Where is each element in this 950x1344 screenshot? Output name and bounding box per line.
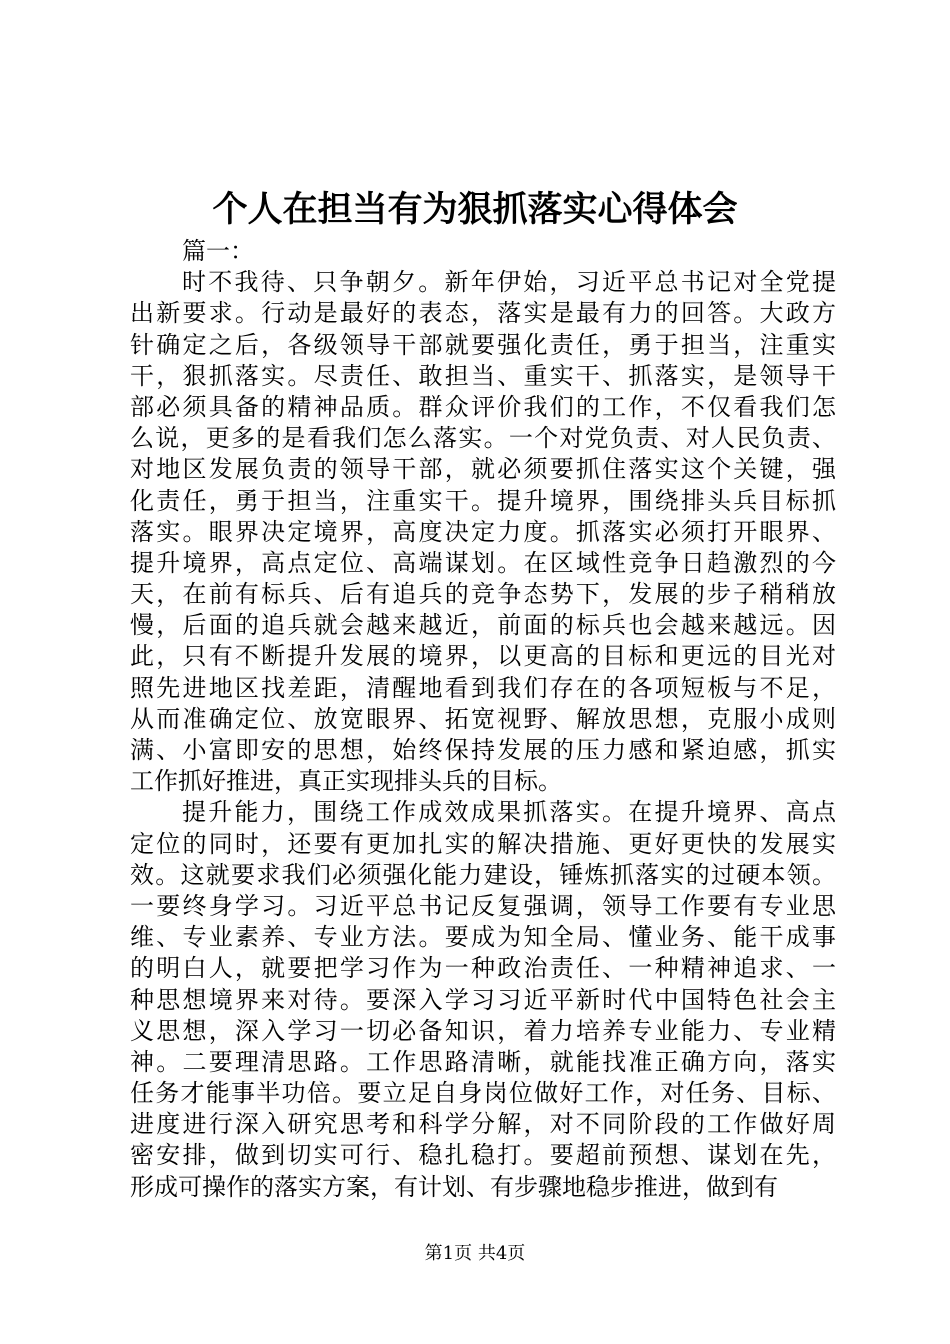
paragraph-line: 照先进地区找差距，清醒地看到我们存在的各项短板与不足， (130, 673, 836, 702)
paragraph-line: 义思想，深入学习一切必备知识，着力培养专业能力、专业精 (130, 1016, 836, 1045)
paragraph-line: 化责任，勇于担当，注重实干。提升境界，围绕排头兵目标抓 (130, 486, 836, 515)
paragraph-line: 定位的同时，还要有更加扎实的解决措施、更好更快的发展实 (130, 829, 836, 858)
paragraph-line: 天，在前有标兵、后有追兵的竞争态势下，发展的步子稍稍放 (130, 580, 836, 609)
paragraph-line: 此，只有不断提升发展的境界，以更高的目标和更远的目光对 (130, 642, 836, 671)
paragraph-line: 形成可操作的落实方案，有计划、有步骤地稳步推进，做到有 (130, 1172, 778, 1201)
paragraph-line: 效。这就要求我们必须强化能力建设，锤炼抓落实的过硬本领。 (130, 860, 836, 889)
paragraph-line: 种思想境界来对待。要深入学习习近平新时代中国特色社会主 (130, 985, 836, 1014)
paragraph-line: 慢，后面的追兵就会越来越近，前面的标兵也会越来越远。因 (130, 611, 836, 640)
paragraph-line: 满、小富即安的思想，始终保持发展的压力感和紧迫感，抓实 (130, 736, 836, 764)
paragraph-line: 工作抓好推进，真正实现排头兵的目标。 (130, 767, 562, 796)
paragraph-line: 密安排，做到切实可行、稳扎稳打。要超前预想、谋划在先， (130, 1141, 836, 1170)
paragraph-line: 从而准确定位、放宽眼界、拓宽视野、解放思想，克服小成则 (130, 704, 836, 733)
paragraph-line: 神。二要理清思路。工作思路清晰，就能找准正确方向，落实 (130, 1047, 836, 1076)
paragraph-line: 么说，更多的是看我们怎么落实。一个对党负责、对人民负责、 (130, 424, 836, 453)
paragraph-line: 一要终身学习。习近平总书记反复强调，领导工作要有专业思 (130, 891, 836, 920)
paragraph-line: 任务才能事半功倍。要立足自身岗位做好工作，对任务、目标、 (130, 1079, 836, 1108)
paragraph-line: 进度进行深入研究思考和科学分解，对不同阶段的工作做好周 (130, 1110, 836, 1139)
paragraph-line: 提升能力，围绕工作成效成果抓落实。在提升境界、高点 (182, 798, 836, 827)
paragraph-container (130, 267, 836, 1203)
paragraph-line: 针确定之后，各级领导干部就要强化责任，勇于担当，注重实 (130, 330, 836, 359)
page-indicator: 第1页 共4页 (424, 1243, 526, 1264)
paragraph-line: 的明白人，就要把学习作为一种政治责任、一种精神追求、一 (130, 954, 836, 983)
paragraph-line: 干，狠抓落实。尽责任、敢担当、重实干、抓落实，是领导干 (130, 361, 836, 390)
document-title: 个人在担当有为狠抓落实心得体会 (212, 189, 738, 230)
paragraph-line: 落实。眼界决定境界，高度决定力度。抓落实必须打开眼界、 (130, 517, 836, 546)
paragraph-line: 部必须具备的精神品质。群众评价我们的工作，不仅看我们怎 (130, 392, 836, 421)
paragraph-line: 维、专业素养、专业方法。要成为知全局、懂业务、能干成事 (130, 923, 836, 952)
paragraph-line: 提升境界，高点定位、高端谋划。在区域性竞争日趋激烈的今 (130, 548, 836, 577)
paragraph (130, 797, 836, 1202)
paragraph-line: 对地区发展负责的领导干部，就必须要抓住落实这个关键，强 (130, 455, 836, 484)
section-label: 篇一： (182, 237, 254, 265)
paragraph-line: 出新要求。行动是最好的表态，落实是最有力的回答。大政方 (130, 299, 836, 328)
document-body (130, 236, 836, 1203)
paragraph (130, 267, 836, 797)
paragraph-line: 时不我待、只争朝夕。新年伊始，习近平总书记对全党提 (182, 268, 836, 297)
